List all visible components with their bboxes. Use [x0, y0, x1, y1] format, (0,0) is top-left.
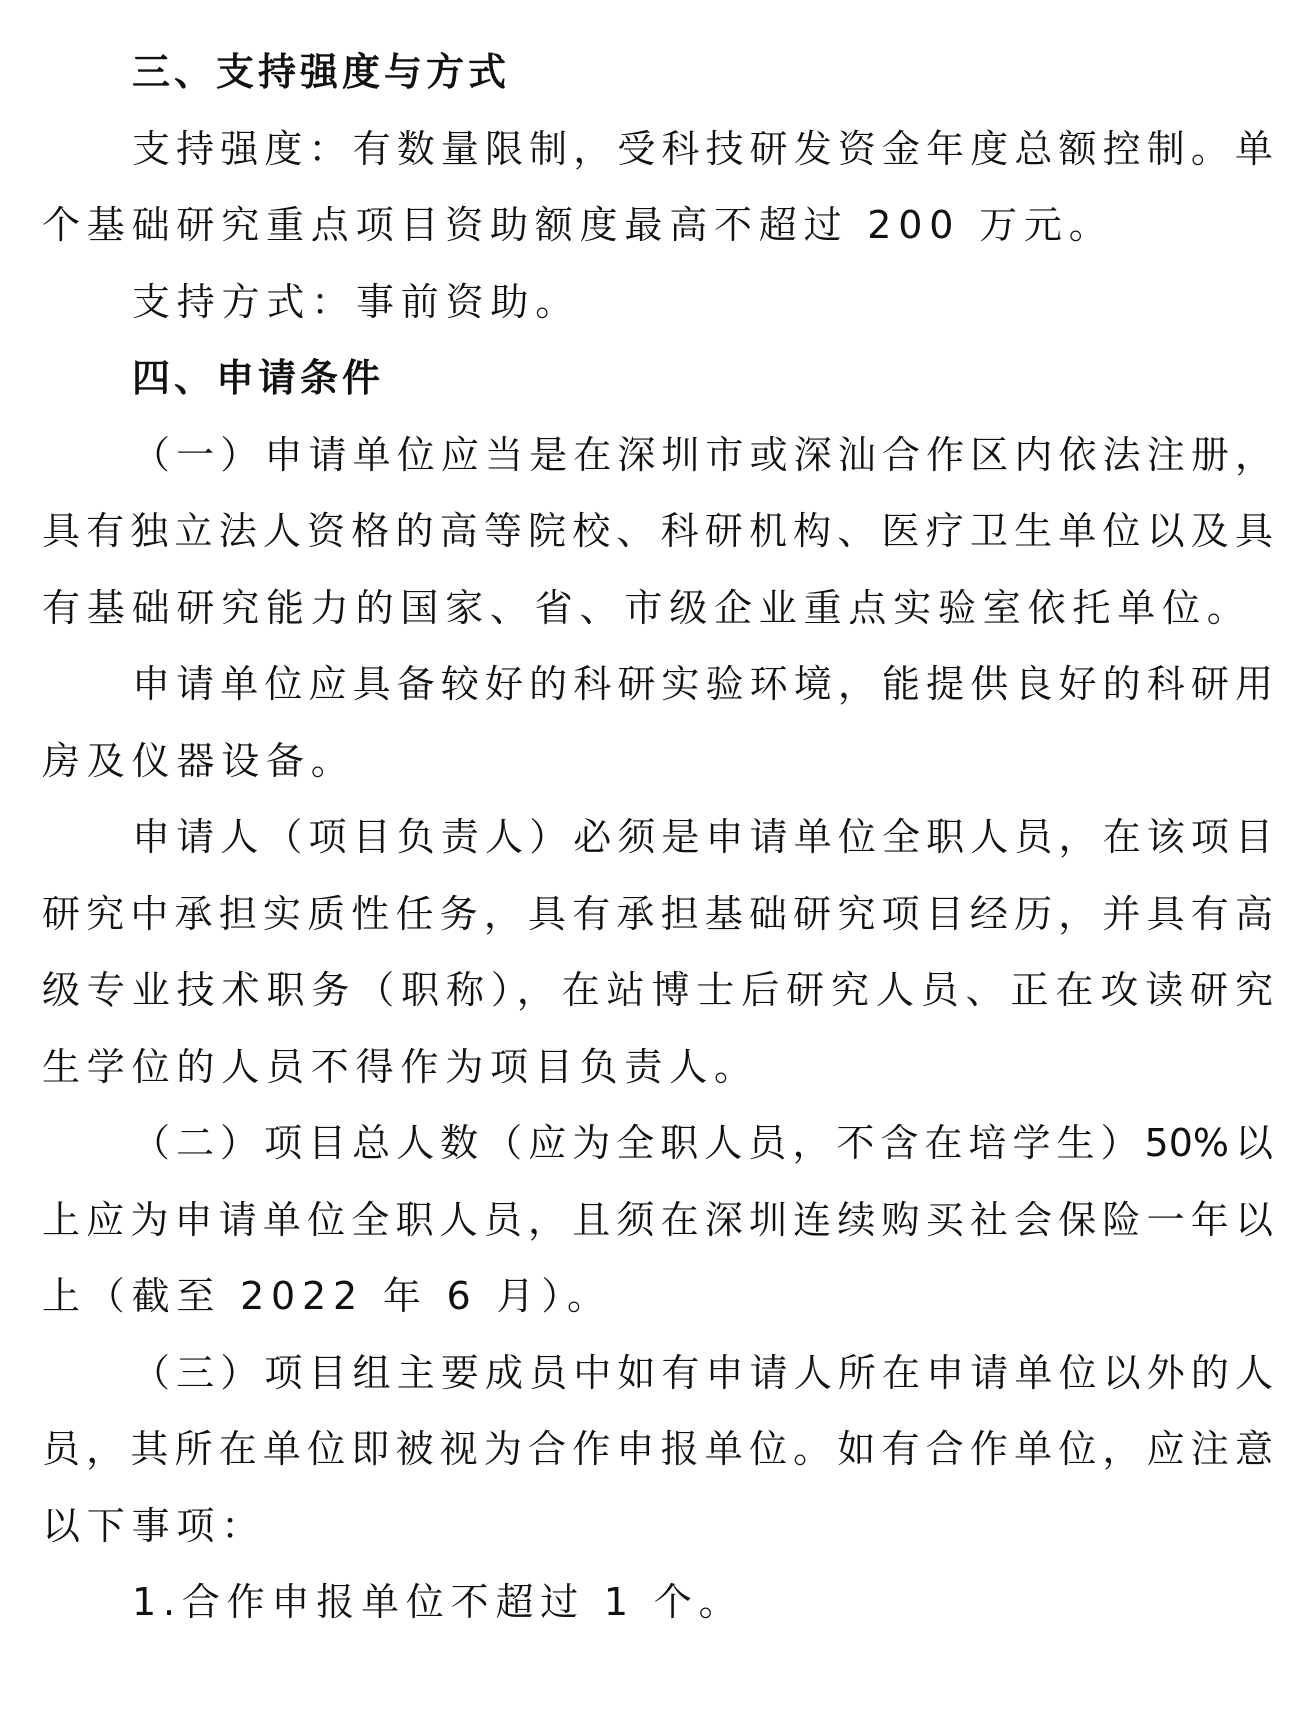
line-text: 申请单位应具备较好的科研实验环境，能提供良好的科研用 [132, 662, 1273, 706]
section-heading-support [42, 34, 1273, 111]
paragraph-line [42, 1105, 1273, 1182]
paragraph-line [42, 1182, 1273, 1259]
heading-text: 四、申请条件 [132, 356, 385, 400]
line-text: 研究中承担实质性任务，具有承担基础研究项目经历，并具有高 [42, 891, 1273, 936]
line-text: 生学位的人员不得作为项目负责人。 [42, 1044, 759, 1089]
line-text: 申请人（项目负责人）必须是申请单位全职人员，在该项目 [132, 815, 1273, 859]
line-text: 1.合作申报单位不超过 1 个。 [132, 1580, 744, 1624]
line-text: 级专业技术职务（职称），在站博士后研究人员、正在攻读研究 [42, 968, 1273, 1012]
paragraph-line [42, 1411, 1273, 1488]
paragraph-line [42, 417, 1273, 494]
line-text: 以下事项： [42, 1503, 267, 1548]
line-text: 具有独立法人资格的高等院校、科研机构、医疗卫生单位以及具 [42, 509, 1273, 553]
line-text: 支持方式：事前资助。 [132, 279, 581, 324]
paragraph-line [42, 1335, 1273, 1412]
line-text: （三）项目组主要成员中如有申请人所在申请单位以外的人 [132, 1350, 1273, 1395]
line-text: （二）项目总人数（应为全职人员，不含在培学生）50%以 [132, 1121, 1273, 1165]
paragraph-line [42, 493, 1273, 570]
paragraph-line [42, 876, 1273, 953]
paragraph-line [42, 952, 1273, 1029]
section-heading-conditions [42, 340, 1273, 417]
heading-text: 三、支持强度与方式 [132, 50, 511, 94]
line-text: 支持强度：有数量限制，受科技研发资金年度总额控制。单 [132, 126, 1273, 171]
paragraph-line [42, 723, 1273, 800]
line-text: 上（截至 2022 年 6 月）。 [42, 1274, 612, 1318]
paragraph-line [42, 1029, 1273, 1106]
paragraph-line [42, 264, 1273, 341]
paragraph-line [42, 570, 1273, 647]
line-text: （一）申请单位应当是在深圳市或深汕合作区内依法注册， [132, 432, 1273, 477]
paragraph-line [42, 646, 1273, 723]
line-text: 员，其所在单位即被视为合作申报单位。如有合作单位，应注意 [42, 1427, 1273, 1471]
line-text: 有基础研究能力的国家、省、市级企业重点实验室依托单位。 [42, 585, 1252, 630]
line-text: 房及仪器设备。 [42, 738, 356, 783]
paragraph-line [42, 1564, 1273, 1641]
paragraph-line [42, 111, 1273, 188]
paragraph-line [42, 1258, 1273, 1335]
line-text: 上应为申请单位全职人员，且须在深圳连续购买社会保险一年以 [42, 1197, 1273, 1242]
paragraph-line [42, 1488, 1273, 1565]
paragraph-line [42, 187, 1273, 264]
line-text: 个基础研究重点项目资助额度最高不超过 200 万元。 [42, 203, 1114, 247]
paragraph-line [42, 799, 1273, 876]
